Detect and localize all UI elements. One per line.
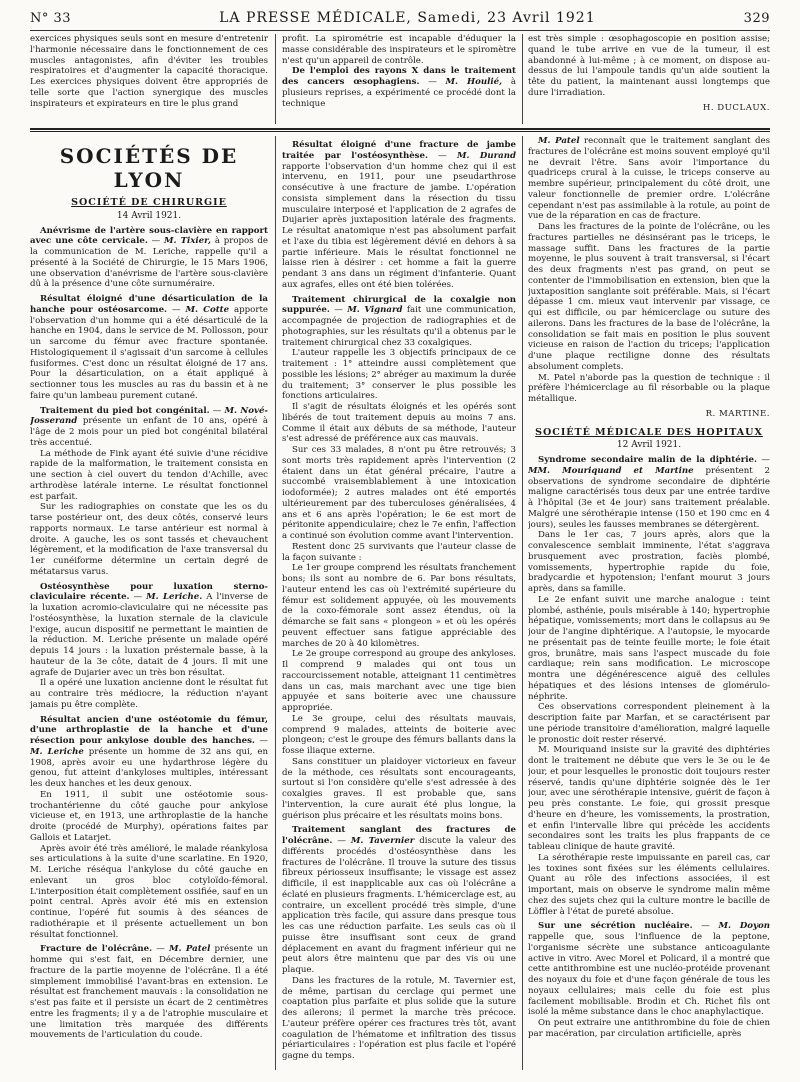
item-text: Dans les fractures de la rotule, M. Tavernier est, de même, partisan du cerclage qui permet une coaptation plus parfaite et plus solide que la suture des ailerons; il permet la marche très précoce. L'auteur préfère opérer ces fractures très tôt, avant coagulation de l'hématome et infiltration des tissus périarticulaires : l'opération est plus facile et l'opéré gagne du temps. bbox=[282, 975, 516, 1061]
paragraph bbox=[282, 542, 516, 564]
page-number: 329 bbox=[743, 11, 770, 26]
left-column bbox=[30, 136, 268, 1070]
column-divider bbox=[275, 34, 276, 124]
item-heading: Ostéosynthèse pour luxation sterno-claviculaire récente. bbox=[30, 581, 268, 603]
item-text: Il a opéré une luxation ancienne dont le résultat fut au contraire très médiocre, la réduction n'ayant jamais pu être complète. bbox=[30, 678, 268, 710]
signature: H. DUCLAUX. bbox=[702, 102, 770, 113]
signature: R. MARTINE. bbox=[705, 408, 770, 419]
column-divider bbox=[522, 136, 523, 1070]
section-title: SOCIÉTÉS DE LYON bbox=[59, 144, 239, 192]
paragraph bbox=[282, 402, 516, 445]
item-text: à plusieurs reprises, a expérimenté ce procédé dont la technique bbox=[282, 77, 516, 109]
top-col-3 bbox=[528, 34, 770, 124]
item-author: M. Nové-Josserand bbox=[30, 405, 268, 427]
paragraph: Résultat éloigné d'une désarticulation de la hanche pour ostéosarcome. — M. Cotte apporte l'observation d'un homme qui a été désarticulé de la hanche en 1904, dans le service de M. Pollosson, pour un sarcome du fémur avec fracture spontanée. Histologiquement il s'agissait d'un sarcome à cellules fusiformes. C'est donc un résultat éloigné de 17 ans. Pour la désarticulation, on a était appliqué à sectionner tous les muscles au ras du bassin et à ne faire qu'un lambeau purement cutané. bbox=[30, 294, 268, 401]
item-author: MM. Mouriquand et Martine bbox=[528, 465, 694, 476]
paragraph: Ostéosynthèse pour luxation sterno-claviculaire récente. — M. Leriche. A l'inverse de la luxation acromio-claviculaire qui ne nécessite pas l'ostéosynthèse, la luxation sternale de la clavicule l'exige, aucun dispositif ne permettant le maintien de la réduction. M. Leriche présente un malade opéré depuis 14 jours : la luxation présternale basse, à la hauteur de la 3e côte, datait de 4 jours. Il mit une agrafe de Dujarier avec un très bon résultat. bbox=[30, 581, 268, 678]
paragraph bbox=[528, 222, 770, 373]
paragraph: est très simple : œsophagoscopie en position assise; quand le tube arrive en vue de la tumeur, il est abandonné à lui-même ; à ce moment, on dispose au-dessus de lui l'ampoule tandis qu'un aide soutient la tête du patient, la maintenant aussi longtemps que dure l'irradiation. bbox=[528, 34, 770, 98]
paragraph bbox=[528, 745, 770, 853]
article-list bbox=[528, 455, 770, 1040]
session-date: 14 Avril 1921. bbox=[116, 210, 182, 221]
issue-number: N° 33 bbox=[30, 11, 72, 26]
item-text: Après avoir été très amélioré, le malade réankylosa ses articulations à la suite d'une scarlatine. En 1920, M. Leriche réséqua l'ankylose du côté gauche en enlevant un gros bloc cotyloïdo-fémoral. L'interposition était complètement ossifiée, sauf en un point central. Après avoir été mis en extension continue, l'opéré fut soumis à des séances de radiothérapie et il présente actuellement un bon résultat fonctionnel. bbox=[30, 843, 268, 940]
item-text: Le 3e groupe, celui des résultats mauvais, comprend 9 malades, atteints de boiterie avec plongeon; c'est le groupe des fémurs ballants dans la fosse iliaque externe. bbox=[282, 713, 516, 756]
item-text: rappelle que, sous l'influence de la peptone, l'organisme sécrète une substance anticoagulante active in vitro. Avec Morel et Policard, il a montré que cette antithrombine est une nucléo-protéide provenant des noyaux du foie et d'une façon générale de tous les noyaux cellulaires; mais celle du foie est plus facilement mobilisable. Brodin et Ch. Richet fils ont isolé la même substance dans le choc anaphylactique. bbox=[528, 932, 770, 1018]
item-text: à propos de la communication de M. Leriche, rappelle qu'il a présenté à la Société de Chirurgie, le 15 Mars 1906, une observation d'anévrisme de l'artère sous-clavière dû à la présence d'une côte surnuméraire. bbox=[30, 236, 268, 290]
item-author: M. Vignard bbox=[347, 305, 403, 316]
article-list bbox=[282, 140, 516, 1062]
paragraph: Fracture de l'olécrâne. — M. Patel présente un homme qui s'est fait, en Décembre dernier, une fracture de la partie moyenne de l'olécrâne. Il a été simplement immobilisé l'avant-bras en extension. Le résultat est franchement mauvais : la consolidation ne s'est pas faite et il persiste un écart de 2 centimètres entre les fragments; il y a de l'atrophie musculaire et une limitation très marquée des différents mouvements de l'articulation du coude. bbox=[30, 944, 268, 1041]
item-text: rapporte l'observation d'un homme chez qui il est intervenu, en 1911, pour une pseudarthrose consécutive à une fracture de jambe. L'opération consista simplement dans la résection du tissu musculaire interposé et l'application de 2 agrafes de Dujarier après juxtaposition latérale des fragments. Le résultat anatomique n'est pas absolument parfait et l'axe du tibia est légèrement dévié en dehors à sa partie inférieure. Mais le résultat fonctionnel ne laisse rien à désirer : cet homme a fait la guerre pendant 3 ans dans un régiment d'infanterie. Quant aux agrafes, elles ont été bien tolérées. bbox=[282, 161, 516, 290]
item-author: M. Doyon bbox=[718, 921, 770, 932]
session-date: 12 Avril 1921. bbox=[616, 440, 682, 451]
item-text: Sans constituer un plaidoyer victorieux en faveur de la méthode, ces résultats sont encourageants, surtout si l'on considère qu'elle s'est adressée à des coxalgies graves. Il est probable que, sans l'intervention, la cure aurait été plus longue, la guérison plus précaire et les résultats moins bons. bbox=[282, 756, 516, 821]
paragraph bbox=[528, 1018, 770, 1040]
item-heading: Fracture de l'olécrâne. bbox=[40, 944, 153, 955]
paragraph bbox=[282, 348, 516, 402]
paragraph: Anévrisme de l'artère sous-clavière en rapport avec une côte cervicale. — M. Tixier, à propos de la communication de M. Leriche, rappelle qu'il a présenté à la Société de Chirurgie, le 15 Mars 1906, une observation d'anévrisme de l'artère sous-clavière dû à la présence d'une côte surnuméraire. bbox=[30, 225, 268, 290]
page-header bbox=[30, 10, 770, 31]
item-text: Le 2e enfant suivit une marche analogue : teint plombé, asthénie, pouls misérable à 140; hypertrophie hépatique, vomissements; mort dans le collapsus au 9e jour de l'angine diphtérique. A l'autopsie, le myocarde ne présentait pas de teinte feuille morte; le foie était gros, brunâtre, mais sans l'aspect muscade du foie cardiaque; rein sans modification. Le microscope montra une dégénérescence aiguë des cellules hépatiques et des lésions intenses de glomérulo-néphrite. bbox=[528, 594, 770, 702]
paragraph bbox=[282, 563, 516, 649]
article-list bbox=[528, 136, 770, 405]
item-heading: Résultat éloigné d'une fracture de jambe traitée par l'ostéosynthèse. bbox=[282, 140, 516, 161]
paragraph bbox=[528, 595, 770, 703]
item-author: M. Durand bbox=[456, 150, 516, 161]
item-text: présentent 2 observations de syndrome secondaire de diphtérie maligne caractérisés tous deux par une entrée tardive à l'hôpital (3e et 4e jour) sans traitement préalable. Malgré une sérothérapie intense (150 et 190 cmc en 4 jours), seules les fausses membranes se détergèrent. bbox=[528, 465, 770, 530]
item-author: M. Patel bbox=[538, 136, 580, 146]
item-text: Sur ces 33 malades, 8 n'ont pu être retrouvés; 3 sont morts très rapidement après l'intervention (2 étaient dans un état général précaire, l'autre a succombé vraisemblablement à une intoxication iodoformée); 2 autres malades ont été emportés ultérieurement par des tuberculoses généralisées, 4 ans et 6 ans après l'opération; le 6e est mort de péritonite appendiculaire; chez le 7e enfin, l'affection a continué son évolution comme avant l'intervention. bbox=[282, 445, 516, 541]
item-author: M. Cotte bbox=[185, 304, 230, 315]
paragraph bbox=[282, 757, 516, 822]
paragraph bbox=[30, 790, 268, 844]
item-text: présente un homme de 32 ans qui, en 1908, après avoir eu une hydarthrose légère du genou, fut atteint d'ankyloses multiples, intéressant les deux hanches et les deux genoux. bbox=[30, 746, 268, 789]
paragraph bbox=[528, 530, 770, 595]
paragraph bbox=[282, 649, 516, 714]
item-text: présente un enfant de 10 ans, opéré à l'âge de 2 mois pour un pied bot congénital bilatéral très accentué. bbox=[30, 416, 268, 448]
middle-column bbox=[282, 136, 516, 1070]
item-heading: Traitement du pied bot congénital. bbox=[40, 405, 210, 416]
item-text: L'auteur rappelle les 3 objectifs principaux de ce traitement : 1° atteindre aussi complètement que possible les lésions; 2° abréger au maximum la durée du traitement; 3° conserver le plus possible les fonctions articulaires. bbox=[282, 348, 516, 402]
top-col-2 bbox=[282, 34, 516, 124]
paragraph bbox=[30, 449, 268, 503]
item-text: Ces observations correspondent pleinement à la description faite par Marfan, et se caractérisent par une période transitoire d'amélioration, malgré laquelle le pronostic doit rester réservé. bbox=[528, 702, 770, 745]
item-text: M. Patel n'aborde pas la question de technique : il préfère l'hémicerclage au fil résorbable ou la plaque métallique. bbox=[528, 372, 770, 404]
paragraph: profit. La spirométrie est incapable d'éduquer la masse considérable des inspirateurs et le spiromètre n'est qu'un appareil de contrôle. bbox=[282, 34, 516, 66]
item-text: Il s'agit de résultats éloignés et les opérés sont libérés de tout traitement depuis au moins 7 ans. Comme il était aux débuts de sa méthode, l'auteur s'est adressé de préférence aux cas mauvais. bbox=[282, 402, 516, 445]
item-text: On peut extraire une antithrombine du foie de chien par macération, par circulation artificielle, après bbox=[528, 1018, 770, 1039]
paragraph: exercices physiques seuls sont en mesure d'entretenir l'harmonie nécessaire dans le fonctionnement de ces muscles antagonistes, afin d'éviter les troubles respiratoires et d'augmenter la capacité thoracique. Les exercices physiques doivent être appropriés de telle sorte que l'action synergique des muscles inspirateurs et expirateurs en tire le plus grand bbox=[30, 34, 268, 109]
paragraph bbox=[282, 976, 516, 1062]
paragraph bbox=[30, 678, 268, 710]
paragraph bbox=[528, 373, 770, 405]
item-heading: Sur une sécrétion nucléaire. bbox=[538, 921, 693, 932]
paragraph: De l'emploi des rayons X dans le traitement des cancers œsophagiens. — M. Houlié, à plusieurs reprises, a expérimenté ce procédé dont la technique bbox=[282, 66, 516, 109]
paragraph bbox=[282, 445, 516, 542]
paragraph: Traitement sanglant des fractures de l'olécrâne. — M. Tavernier discute la valeur des différents procédés d'ostéosynthèse dans les fractures de l'olécrâne. Il trouve la suture des tissus fibreux périosseux insuffisante; le vissage est assez difficile, il est inapplicable aux cas où l'olécrâne a éclaté en plusieurs fragments. L'hémicerclage est, au contraire, un excellent procédé très simple, d'une application très facile, qui assure dans presque tous les cas une réduction parfaite. Les seuls cas où il puisse être insuffisant sont ceux de grand déplacement en avant du fragment inférieur qui ne peut alors être maintenu que par des vis ou une plaque. bbox=[282, 825, 516, 975]
item-text: Restent donc 25 survivants que l'auteur classe de la façon suivante : bbox=[282, 541, 516, 563]
item-heading: Syndrome secondaire malin de la diphtérie. bbox=[538, 455, 757, 465]
item-text: Le 2e groupe correspond au groupe des ankyloses. Il comprend 9 malades qui ont tous un raccourcissement notable, atteignant 11 centimètres dans un cas, mais marchant avec une tige bien appuyée et sans boiterie avec une chaussure appropriée. bbox=[282, 649, 516, 713]
item-author: M. Leriche. bbox=[146, 592, 203, 603]
paragraph: Résultat éloigné d'une fracture de jambe traitée par l'ostéosynthèse. — M. Durand rapporte l'observation d'un homme chez qui il est intervenu, en 1911, pour une pseudarthrose consécutive à une fracture de jambe. L'opération consista simplement dans la résection du tissu musculaire interposé et l'application de 2 agrafes de Dujarier après juxtaposition latérale des fragments. Le résultat anatomique n'est pas absolument parfait et l'axe du tibia est légèrement dévié en dehors à sa partie inférieure. Mais le résultat fonctionnel ne laisse rien à désirer : cet homme a fait la guerre pendant 3 ans dans un régiment d'infanterie. Quant aux agrafes, elles ont été bien tolérées. bbox=[282, 140, 516, 290]
paragraph: Résultat ancien d'une ostéotomie du fémur, d'une arthroplastie de la hanche et d'une résection pour ankylose double des hanches. — M. Leriche présente un homme de 32 ans qui, en 1908, après avoir eu une hydarthrose légère du genou, fut atteint d'ankyloses multiples, intéressant les deux hanches et les deux genoux. bbox=[30, 714, 268, 789]
paragraph: Syndrome secondaire malin de la diphtérie. — MM. Mouriquand et Martine présentent 2 observations de syndrome secondaire de diphtérie maligne caractérisés tous deux par une entrée tardive à l'hôpital (3e et 4e jour) sans traitement préalable. Malgré une sérothérapie intense (150 et 190 cmc en 4 jours), seules les fausses membranes se détergèrent. bbox=[528, 455, 770, 530]
article-list bbox=[30, 226, 268, 1042]
paragraph bbox=[528, 853, 770, 918]
item-text: Dans le 1er cas, 7 jours après, alors que la convalescence semblait imminente, l'état s'aggrava brusquement avec prostration, faciès plombé, vomissements, hypertrophie rapide du foie, bradycardie et hypotension; l'enfant mourut 3 jours après, dans sa famille. bbox=[528, 530, 770, 594]
item-author: M. Houlié, bbox=[445, 77, 503, 87]
item-heading: Résultat éloigné d'une désarticulation de la hanche pour ostéosarcome. bbox=[30, 294, 268, 315]
item-text: Sur les radiographies on constate que les os du tarse postérieur ont, des deux côtés, conservé leurs rapports normaux. Le tarse antérieur est normal à droite. A gauche, les os sont tassés et chevauchent légèrement, et la modification de l'axe transversal du 1er cunéiforme détermine un certain degré de métatarsus varus. bbox=[30, 502, 268, 577]
section-rule bbox=[30, 131, 770, 132]
item-text: discute la valeur des différents procédés d'ostéosynthèse dans les fractures de l'olécrâne. Il trouve la suture des tissus fibreux périosseux insuffisante; le vissage est assez difficile, il est inapplicable aux cas où l'olécrâne a éclaté en plusieurs fragments. L'hémicerclage est, au contraire, un excellent procédé très simple, d'une application très facile, qui assure dans presque tous les cas une réduction parfaite. Les seuls cas où il puisse être insuffisant sont ceux de grand déplacement en avant du fragment inférieur qui ne peut alors être maintenu que par des vis ou une plaque. bbox=[282, 836, 516, 975]
publication-title: LA PRESSE MÉDICALE, Samedi, 23 Avril 1921 bbox=[219, 10, 596, 26]
column-divider bbox=[275, 136, 276, 1070]
section-rule bbox=[30, 128, 770, 130]
item-author: M. Leriche bbox=[30, 746, 84, 757]
item-heading: Résultat ancien d'une ostéotomie du fémur, d'une arthroplastie de la hanche et d'une résection pour ankylose double des hanches. bbox=[30, 714, 268, 746]
paragraph bbox=[30, 844, 268, 941]
item-heading: Traitement sanglant des fractures de l'olécrâne. bbox=[282, 825, 516, 846]
society-title: SOCIÉTÉ MÉDICALE DES HOPITAUX bbox=[535, 426, 763, 438]
item-heading: Traitement chirurgical de la coxalgie non suppurée. bbox=[282, 294, 516, 316]
paragraph: Traitement chirurgical de la coxalgie non suppurée. — M. Vignard fait une communication, accompagnée de projection de radiographies et de photographies, sur les résultats qu'il a obtenus par le traitement chirurgical chez 33 coxalgiques. bbox=[282, 294, 516, 348]
top-col-1 bbox=[30, 34, 268, 124]
item-text: La méthode de Fink ayant été suivie d'une récidive rapide de la malformation, le traitement consista en une section à ciel ouvert du tendon d'Achille, avec arthrodèse latérale interne. Le résultat fonctionnel est parfait. bbox=[30, 448, 268, 502]
item-author: M. Tavernier bbox=[350, 836, 415, 846]
paragraph bbox=[528, 136, 770, 222]
item-heading: Anévrisme de l'artère sous-clavière en rapport avec une côte cervicale. bbox=[30, 225, 268, 247]
paragraph: Sur une sécrétion nucléaire. — M. Doyon rappelle que, sous l'influence de la peptone, l'organisme sécrète une substance anticoagulante active in vitro. Avec Morel et Policard, il a montré que cette antithrombine est une nucléo-protéide provenant des noyaux du foie et d'une façon générale de tous les noyaux cellulaires; mais celle du foie est plus facilement mobilisable. Brodin et Ch. Richet fils ont isolé la même substance dans le choc anaphylactique. bbox=[528, 921, 770, 1018]
paragraph: Traitement du pied bot congénital. — M. Nové-Josserand présente un enfant de 10 ans, opéré à l'âge de 2 mois pour un pied bot congénital bilatéral très accentué. bbox=[30, 405, 268, 448]
paragraph bbox=[528, 702, 770, 745]
item-text: apporte l'observation d'un homme qui a été désarticulé de la hanche en 1904, dans le service de M. Pollosson, pour un sarcome du fémur avec fracture spontanée. Histologiquement il s'agissait d'un sarcome à cellules fusiformes. C'est donc un résultat éloigné de 17 ans. Pour la désarticulation, on a était appliqué à sectionner tous les muscles au ras du bassin et à ne faire qu'un lambeau purement cutané. bbox=[30, 304, 268, 401]
item-text: présente un homme qui s'est fait, en Décembre dernier, une fracture de la partie moyenne de l'olécrâne. Il a été simplement immobilisé l'avant-bras en extension. Le résultat est franchement mauvais : la consolidation ne s'est pas faite et il persiste un écart de 2 centimètres entre les fragments; il y a de l'atrophie musculaire et une limitation très marquée des différents mouvements de l'articulation du coude. bbox=[30, 944, 268, 1041]
society-title: SOCIÉTÉ DE CHIRURGIE bbox=[71, 197, 227, 208]
item-text: Dans les fractures de la pointe de l'olécrâne, ou les fractures partielles ne désinsérant pas le triceps, le massage suffit. Dans les fractures de la partie moyenne, le plus souvent à trait transversal, si l'écart des deux fragments n'est pas grand, on peut se contenter de l'immobilisation en extension, bien que la juxtaposition sanglante soit préférable. Mais, si l'écart dépasse 1 cm. mieux vaut intervenir par vissage, ce qui est difficile, ou par hémicerclage ou suture des ailerons. Dans les fractures de la base de l'olécrâne, la consolidation se fait mais en position le plus souvent vicieuse en raison de l'action du triceps; l'application d'une plaque rectiligne donne des résultats absolument complets. bbox=[528, 222, 770, 372]
item-heading: De l'emploi des rayons X dans le traitement des cancers œsophagiens. bbox=[282, 66, 516, 87]
item-text: M. Mouriquand insiste sur la gravité des diphtéries dont le traitement ne débute que vers le 3e ou le 4e jour, et pour lesquelles le pronostic doit toujours rester réservé, tandis qu'une diphtérie soignée dès le 1er jour, avec une sérothérapie intensive, guérit de façon à peu près constante. Le foie, qui grossit presque d'heure en d'heure, les vomissements, la prostration, et enfin l'intervalle libre qui précède les accidents secondaires sont les traits les plus frappants de ce tableau clinique de haute gravité. bbox=[528, 745, 770, 852]
item-text: Le 1er groupe comprend les résultats franchement bons; ils sont au nombre de 6. Par bons résultats, l'auteur entend les cas où l'extrémité supérieure du fémur est solidement appuyée, où les mouvements de la coxo-fémorale sont assez étendus, où la démarche se fait sans « plongeon » et où les opérés peuvent effectuer sans fatigue appréciable des marches de 20 à 40 kilomètres. bbox=[282, 563, 516, 649]
item-text: A l'inverse de la luxation acromio-claviculaire qui ne nécessite pas l'ostéosynthèse, la luxation sternale de la clavicule l'exige, aucun dispositif ne permettant le maintien de la réduction. M. Leriche présente un malade opéré depuis 14 jours : la luxation présternale basse, à la hauteur de la 3e côte, datait de 4 jours. Il mit une agrafe de Dujarier avec un très bon résultat. bbox=[30, 592, 268, 678]
item-text: La sérothérapie reste impuissante en pareil cas, car les toxines sont fixées sur les éléments cellulaires. Quant au rôle des infections associées, il est important, mais on observe le syndrome malin même chez des sujets chez qui la culture montre le bacille de Löffler à l'état de pureté absolue. bbox=[528, 852, 770, 917]
paragraph bbox=[30, 502, 268, 577]
item-author: M. Patel bbox=[169, 944, 211, 955]
paragraph bbox=[282, 714, 516, 757]
item-text: reconnaît que le traitement sanglant des fractures de l'olécrâne est moins souvent employé qu'il ne devrait l'être. Sans avoir l'importance du quadriceps crural à la cuisse, le triceps conserve au membre supérieur, principalement du côté droit, une valeur fonctionnelle de premier ordre. L'olécrâne cependant n'est pas assimilable à la rotule, au point de vue de la réparation en cas de fracture. bbox=[528, 136, 770, 222]
item-text: En 1911, il subit une ostéotomie sous-trochantérienne du côté gauche pour ankylose vicieuse et, en 1913, une arthroplastie de la hanche droite (procédé de Murphy), opérations faites par Gallois et Latarjet. bbox=[30, 789, 268, 843]
right-column bbox=[528, 136, 770, 1070]
item-text: fait une communication, accompagnée de projection de radiographies et de photographies, sur les résultats qu'il a obtenus par le traitement chirurgical chez 33 coxalgiques. bbox=[282, 305, 516, 348]
column-divider bbox=[522, 34, 523, 124]
item-author: M. Tixier, bbox=[164, 236, 212, 247]
